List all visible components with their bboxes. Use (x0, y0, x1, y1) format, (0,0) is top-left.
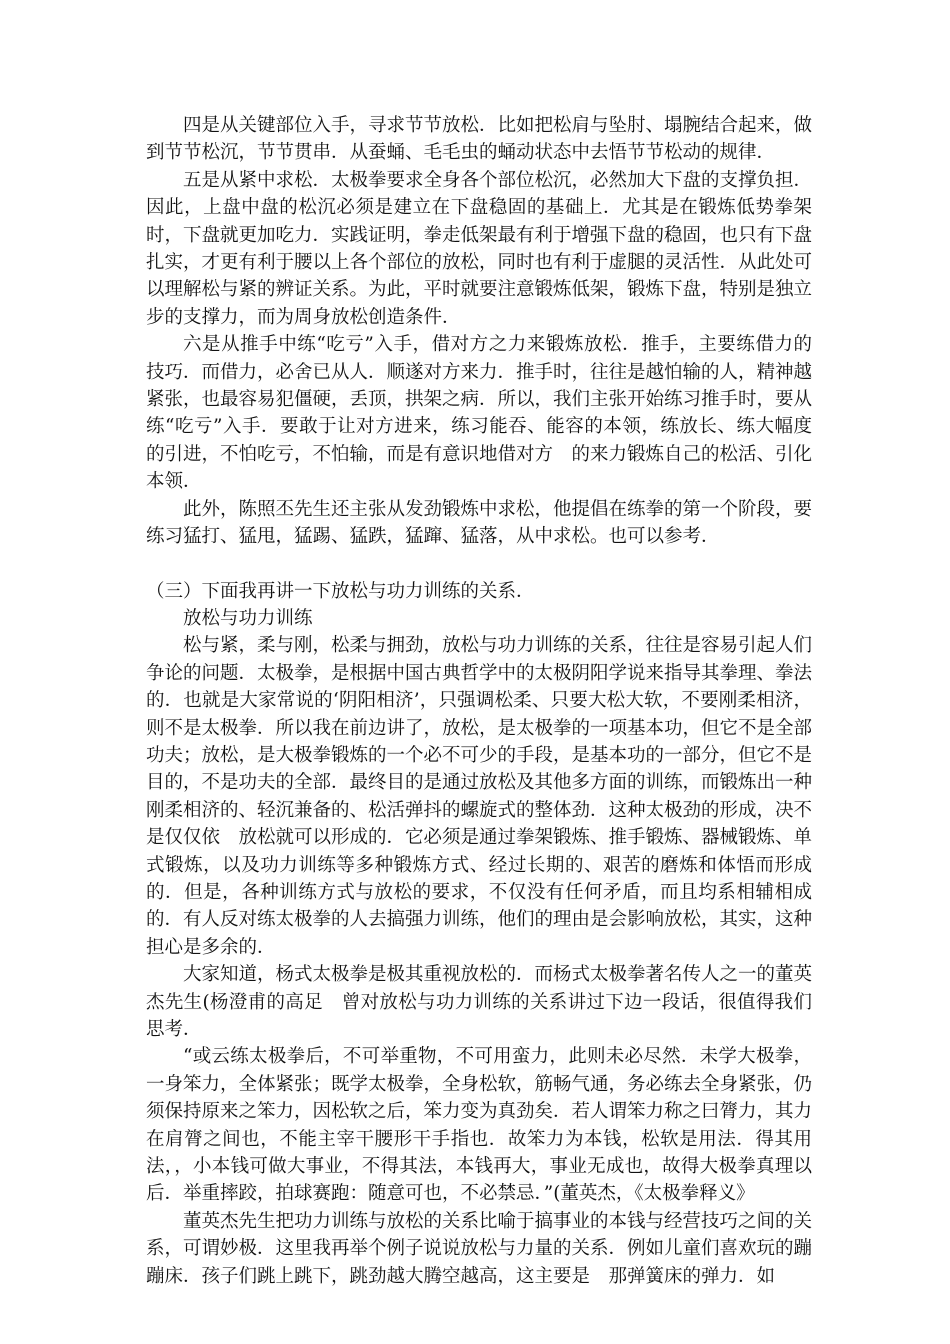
paragraph-yang-style: 大家知道，杨式太极拳是极其重视放松的．而杨式太极拳著名传人之一的董英杰先生(杨澄甫的高足 曾对放松与功力训练的关系讲过下边一段话，很值得我们思考． (146, 964, 813, 1040)
document-body (146, 112, 812, 1290)
paragraph-analogy: 董英杰先生把功力训练与放松的关系比喻于搞事业的本钱与经营技巧之间的关系，可谓妙极．这里我再举个例子说说放松与力量的关系．例如儿童们喜欢玩的蹦蹦床．孩子们跳上跳下，跳劲越大腾空越高，这主要是 那弹簧床的弹力．如 (146, 1210, 813, 1287)
paragraph-point-five: 五是从紧中求松．太极拳要求全身各个部位松沉，必然加大下盘的支撑负担．因此，上盘中盘的松沉必须是建立在下盘稳固的基础上．尤其是在锻炼低势拳架时，下盘就更加吃力．实践证明，拳走低架最有利于增强下盘的稳固，也只有下盘扎实，才更有利于腰以上各个部位的放松，同时也有利于虚腿的灵活性．从此处可以理解松与紧的辨证关系。为此，平时就要注意锻炼低架，锻炼下盘，特别是独立步的支撑力，而为周身放松创造条件． (146, 169, 813, 328)
paragraph-point-six: 六是从推手中练“吃亏”入手，借对方之力来锻炼放松．推手，主要练借力的技巧．而借力，必舍已从人．顺遂对方来力．推手时，往往是越怕输的人，精神越紧张，也最容易犯僵硬，丢顶，拱架之病．所以，我们主张开始练习推手时，要从练“吃亏”入手．要敢于让对方进来，练习能吞、能容的本领，练放长、练大幅度的引进，不怕吃亏，不怕输，而是有意识地借对方 的来力锻炼自己的松活、引化本领． (146, 334, 813, 493)
section-spacer (146, 551, 812, 578)
section-subheading: 放松与功力训练 (183, 607, 313, 629)
paragraph-point-four: 四是从关键部位入手，寻求节节放松．比如把松肩与坠肘、塌腕结合起来，做到节节松沉，节节贯串．从蚕蛹、毛毛虫的蛹动状态中去悟节节松动的规律． (146, 115, 813, 164)
paragraph-relaxation-vs-strength: 松与紧，柔与刚，松柔与拥劲，放松与功力训练的关系，往往是容易引起人们争论的问题．太极拳，是根据中国古典哲学中的太极阴阳学说来指导其拳理、拳法的．也就是大家常说的‘阴阳相济’，只强调松柔、只要大松大软，不要刚柔相济，则不是太极拳．所以我在前边讲了，放松，是太极拳的一项基本功，但它不是全部功夫；放松，是大极拳锻炼的一个必不可少的手段，是基本功的一部分，但它不是目的，不是功夫的全部．最终目的是通过放松及其他多方面的训练，而锻炼出一种刚柔相济的、轻沉兼备的、松活弹抖的螺旋式的整体劲．这种太极劲的形成，决不是仅仅依 放松就可以形成的．它必须是通过拳架锻炼、推手锻炼、器械锻炼、单式锻炼，以及功力训练等多种锻炼方式、经过长期的、艰苦的磨炼和体悟而形成的．但是，各种训练方式与放松的要求，不仅没有任何矛盾，而且均系相辅相成的．有人反对练太极拳的人去搞强力训练，他们的理由是会影响放松，其实，这种担心是多余的． (146, 635, 813, 958)
paragraph-additional-note: 此外，陈照丕先生还主张从发劲锻炼中求松，他提倡在练拳的第一个阶段，要练习猛打、猛甩，猛踢、猛跌，猛蹿、猛落，从中求松。也可以参考． (146, 498, 813, 548)
paragraph-quotation: “或云练太极拳后，不可举重物，不可用蛮力，此则未必尽然．未学大极拳，一身笨力，全体紧张；既学太极拳，全身松软，筋畅气通，务必练去全身紧张，仍须保持原来之笨力，因松软之后，笨力变为真劲矣．若人谓笨力称之曰膂力，其力在肩膂之间也，不能主宰干腰形干手指也．故笨力为本钱，松软是用法．得其用法，，小本钱可做大事业，不得其法，本钱再大，事业无成也，故得大极拳真理以后．举重摔跤，拍球赛跑：随意可也，不必禁忌．”(董英杰，《太极拳释义》 (146, 1046, 813, 1205)
section-heading: （三）下面我再讲一下放松与功力训练的关系． (146, 580, 535, 602)
